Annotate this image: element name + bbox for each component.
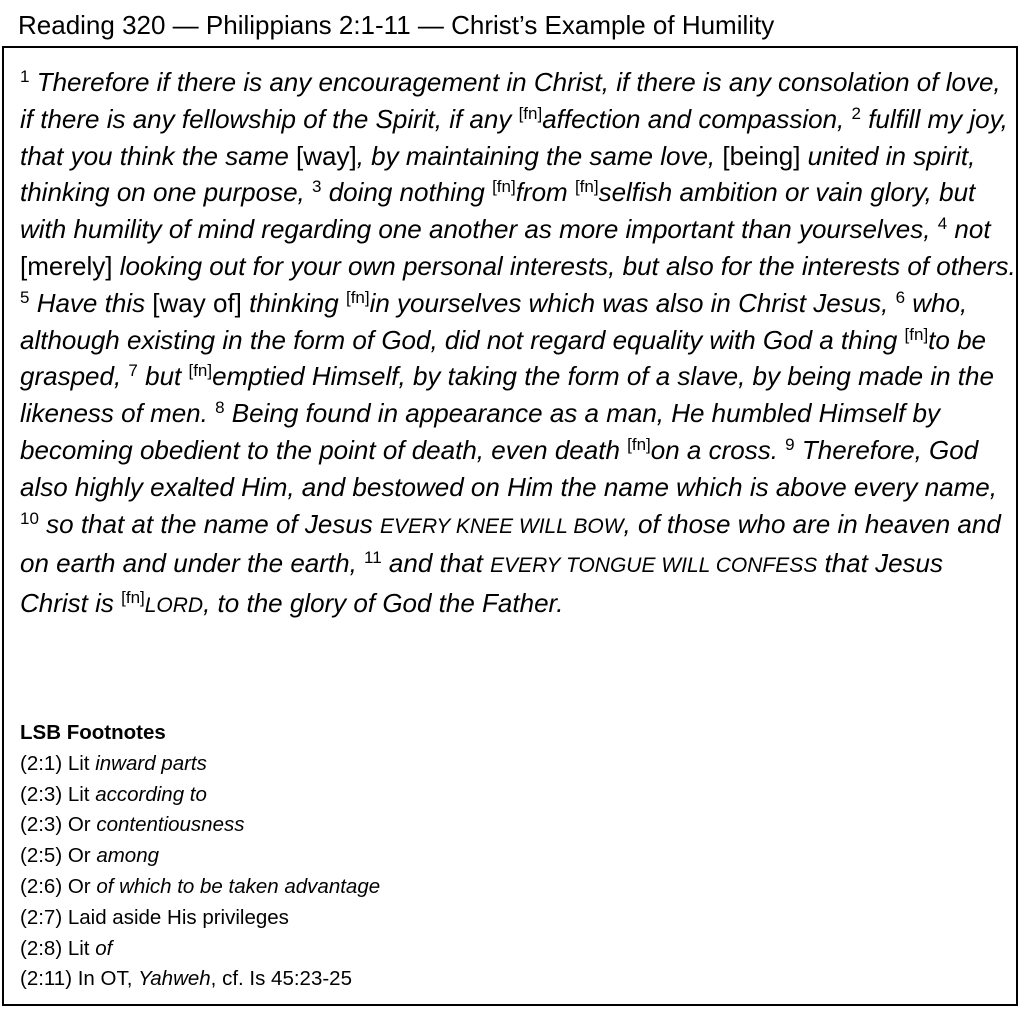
footnote-marker: [fn] — [627, 434, 651, 454]
footnote-text: of which to be taken advantage — [96, 874, 381, 898]
verse-number: 9 — [785, 434, 795, 454]
footnote-reference: (2:11) — [20, 967, 73, 991]
footnote-text: Or — [62, 874, 97, 898]
passage-text — [305, 177, 312, 207]
passage-text — [844, 104, 851, 134]
passage-text: LORD — [144, 594, 204, 618]
passage-text — [357, 548, 364, 578]
passage-text: [being] — [722, 140, 801, 171]
verse-number: 3 — [312, 177, 322, 197]
footnote-text: inward parts — [95, 751, 207, 775]
passage-text: Being found in appearance as a man, He humbled Himself by becoming obedient to the point of death, even death — [20, 398, 940, 465]
verse-number: 2 — [851, 103, 861, 123]
footnote-marker: [fn] — [121, 588, 145, 608]
passage-text: doing nothing — [321, 177, 493, 208]
passage-text: Therefore if there is any encouragement in Christ, if there is any consolation of love, if there is any fellowship of the Spirit, if any — [20, 67, 1001, 134]
footnote-reference: (2:3) — [20, 813, 63, 837]
footnote-text: of — [95, 936, 113, 960]
verse-number: 1 — [20, 67, 30, 86]
verse-number: 5 — [20, 287, 30, 307]
passage-text: [way] — [296, 140, 357, 171]
passage-text — [930, 214, 937, 244]
footnote-reference: (2:8) — [20, 936, 63, 960]
verse-number: 10 — [20, 508, 39, 528]
footnotes-heading: LSB Footnotes — [20, 721, 166, 744]
reading-title: Reading 320 — Philippians 2:1-11 — Christ’s Example of Humility — [18, 10, 775, 40]
footnote-item — [20, 749, 380, 780]
passage-text: [way of] — [152, 287, 242, 318]
footnote-text: Lit — [62, 936, 96, 960]
footnote-text: Or — [62, 813, 97, 837]
footnote-item — [20, 964, 380, 995]
passage-text: to be grasped, — [20, 324, 986, 392]
footnote-text: according to — [95, 782, 207, 806]
footnote-text: among — [96, 844, 160, 868]
footnote-reference: (2:3) — [20, 782, 63, 806]
footnote-item — [20, 872, 380, 903]
scripture-passage — [20, 64, 1016, 625]
footnote-marker: [fn] — [574, 177, 599, 197]
passage-text: EVERY TONGUE WILL CONFESS — [490, 554, 818, 578]
footnote-text: , cf. Is 45:23-25 — [210, 967, 352, 991]
footnote-marker: [fn] — [188, 361, 213, 381]
footnote-marker: [fn] — [345, 287, 370, 307]
verse-number: 6 — [895, 287, 906, 307]
passage-text: so that at the name of Jesus — [38, 508, 381, 539]
footnote-item — [20, 780, 380, 811]
passage-text: [merely] — [20, 250, 113, 281]
passage-text: thinking — [241, 287, 346, 318]
passage-text: Therefore, God also highly exalted Him, and bestowed on Him the name which is above every name, — [20, 434, 997, 502]
footnote-item — [20, 934, 380, 965]
verse-number: 7 — [128, 361, 138, 381]
footnotes-section — [20, 718, 380, 995]
footnote-marker: [fn] — [904, 324, 929, 344]
footnotes-list — [20, 749, 380, 995]
passage-text: that Jesus Christ is — [20, 548, 943, 619]
footnote-reference: (2:6) — [20, 874, 63, 898]
footnote-text: Laid aside His privileges — [62, 905, 289, 929]
verse-number: 11 — [364, 548, 382, 568]
footnote-item — [20, 810, 380, 841]
passage-text: looking out for your own personal interests, but also for the interests of others. — [112, 250, 1016, 281]
verse-number: 4 — [937, 214, 948, 234]
footnote-marker: [fn] — [492, 177, 516, 197]
passage-text: and that — [381, 548, 491, 579]
passage-text: united in spirit, thinking on one purpose, — [20, 140, 976, 208]
passage-text: emptied Himself, by taking the form of a slave, by being made in the likeness of men. — [20, 361, 994, 429]
footnote-text: Lit — [62, 782, 96, 806]
footnote-text: Or — [62, 844, 97, 868]
footnote-reference: (2:7) — [20, 905, 63, 929]
passage-text: who, although existing in the form of God, did not regard equality with God a thing — [20, 287, 968, 355]
passage-text: but — [137, 361, 189, 392]
footnote-text: In OT, — [72, 967, 139, 991]
passage-text: on a cross. — [650, 434, 778, 465]
footnote-reference: (2:1) — [20, 751, 63, 775]
footnote-item — [20, 841, 380, 872]
passage-text: from — [515, 177, 575, 208]
passage-text: selfish ambition or vain glory, but with humility of mind regarding one another as more important than yourselves, — [20, 177, 976, 245]
footnote-text: Lit — [62, 751, 96, 775]
footnote-item — [20, 903, 380, 934]
passage-text: in yourselves which was also in Christ Jesus, — [369, 287, 889, 318]
reading-box — [2, 46, 1018, 1006]
passage-text: affection and compassion, — [542, 103, 845, 134]
verse-number: 8 — [215, 398, 225, 418]
passage-text: EVERY KNEE WILL BOW — [380, 514, 624, 538]
passage-text: , by maintaining the same love, — [356, 140, 723, 171]
footnote-marker: [fn] — [518, 103, 543, 123]
passage-text: not — [947, 214, 991, 245]
passage-text: fulfill my joy, that you think the same — [20, 103, 1008, 171]
passage-text: Have this — [29, 287, 153, 318]
passage-text: , of those who are in heaven and on earth and under the earth, — [20, 508, 1001, 579]
passage-text — [888, 288, 895, 318]
passage-text: , to the glory of God the Father. — [203, 588, 564, 619]
footnote-reference: (2:5) — [20, 844, 63, 868]
footnote-text: Yahweh — [138, 967, 211, 991]
footnote-text: contentiousness — [96, 813, 245, 837]
